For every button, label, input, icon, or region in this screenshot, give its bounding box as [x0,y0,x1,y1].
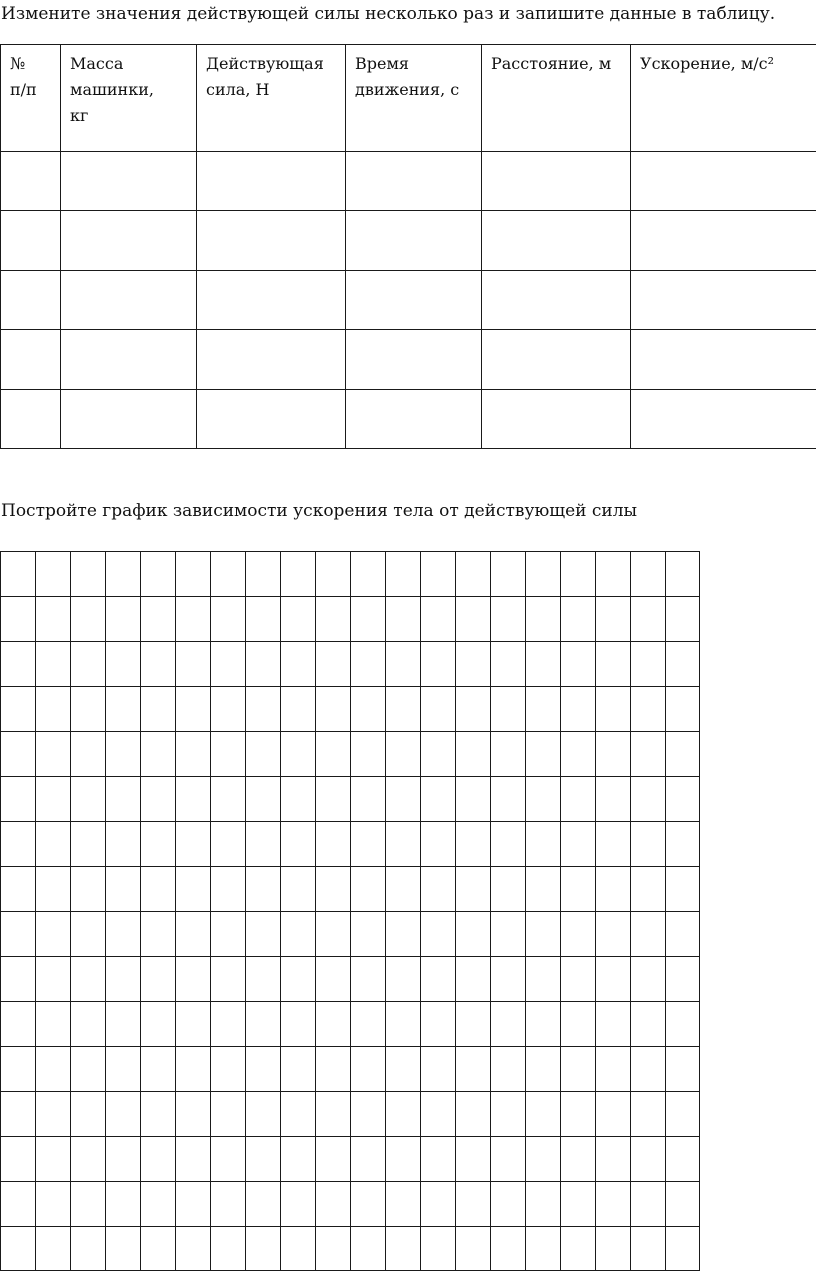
header-cell-mass [61,45,197,152]
table-cell[interactable] [61,152,197,211]
table-cell[interactable] [197,271,346,330]
data-table [0,44,816,449]
table-cell[interactable] [631,330,816,390]
table-cell[interactable] [346,271,482,330]
table-cell[interactable] [631,271,816,330]
table-cell[interactable] [482,271,631,330]
table-cell[interactable] [1,330,61,390]
header-cell-acceleration [631,45,816,152]
table-cell[interactable] [1,211,61,271]
header-cell-distance [482,45,631,152]
table-row [1,271,816,330]
table-row [1,211,816,271]
table-cell[interactable] [61,271,197,330]
table-cell[interactable] [197,390,346,449]
header-cell-number [1,45,61,152]
table-row [1,330,816,390]
table-cell[interactable] [346,152,482,211]
table-cell[interactable] [482,390,631,449]
header-label-time: Время движения, с [355,54,460,99]
table-cell[interactable] [482,330,631,390]
table-cell[interactable] [61,330,197,390]
header-label-force: Действующая сила, Н [206,54,324,99]
table-cell[interactable] [631,390,816,449]
table-cell[interactable] [631,211,816,271]
table-cell[interactable] [482,211,631,271]
table-cell[interactable] [346,330,482,390]
table-cell[interactable] [61,211,197,271]
table-cell[interactable] [346,390,482,449]
header-label-mass: Масса машинки, кг [70,54,154,125]
table-instruction: Измените значения действующей силы несколько раз и запишите данные в таблицу. [1,4,776,24]
graph-grid [0,551,700,1271]
table-cell[interactable] [631,152,816,211]
table-cell[interactable] [1,271,61,330]
table-cell[interactable] [197,330,346,390]
table-row [1,152,816,211]
table-row [1,390,816,449]
header-cell-time [346,45,482,152]
table-cell[interactable] [61,390,197,449]
table-cell[interactable] [482,152,631,211]
table-header-row [1,45,816,152]
header-label-acceleration: Ускорение, м/с² [640,54,775,73]
header-label-distance: Расстояние, м [491,54,612,73]
table-cell[interactable] [1,152,61,211]
table-cell[interactable] [1,390,61,449]
table-cell[interactable] [197,211,346,271]
table-cell[interactable] [197,152,346,211]
table-cell[interactable] [346,211,482,271]
graph-instruction: Постройте график зависимости ускорения тела от действующей силы [1,501,638,521]
header-cell-force [197,45,346,152]
header-label-number: № п/п [10,54,37,99]
